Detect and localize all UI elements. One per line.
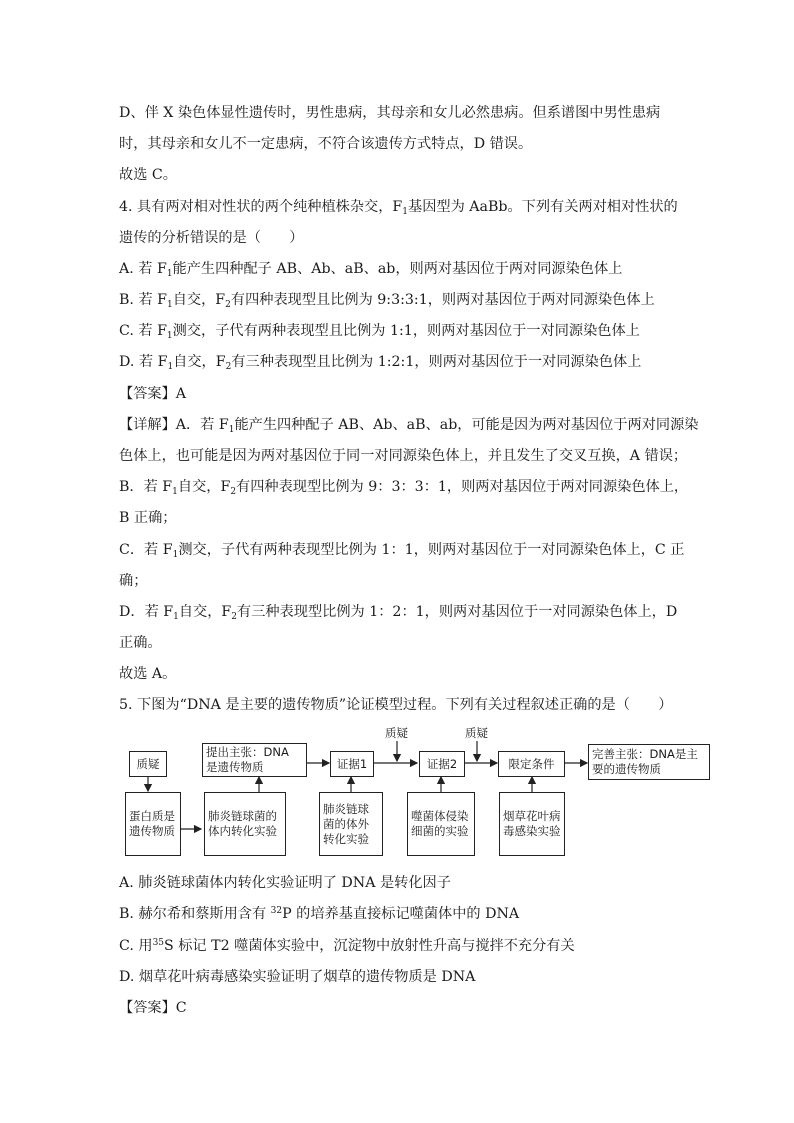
- doubt-label-1: 质疑: [385, 726, 408, 740]
- line-1: D、伴 X 染色体显性遗传时，男性患病，其母亲和女儿必然患病。但系谱图中男性患病: [119, 105, 661, 121]
- q4-detail-c: C．若 $F_1$测交，子代有两种表现型比例为 1：1，则两对基因位于一对同源染色体上，C 正: [119, 542, 685, 560]
- q4-detail-d: D．若 $F_1$自交，$F_2$有三种表现型比例为 1：2：1，则两对基因位于一对同源染色体上，D: [119, 604, 678, 622]
- argument-model-diagram: [119, 727, 719, 867]
- q5-option-d: D. 烟草花叶病毒感染实验证明了烟草的遗传物质是 DNA: [119, 969, 476, 985]
- protein-hypothesis-box: 蛋白质是遗传物质: [125, 792, 181, 856]
- q4-option-d: D. 若 $F_1$自交，$F_2$有三种表现型且比例为 1:2:1，则两对基因位于一对同源染色体上: [119, 354, 642, 372]
- q4-detail-b: B．若 $F_1$自交，$F_2$有四种表现型比例为 9：3：3：1，则两对基因位于两对同源染色体上，: [119, 479, 689, 497]
- claim-box: 提出主张：DNA 是遗传物质: [202, 743, 307, 777]
- line-3: 故选 C。: [119, 167, 177, 183]
- q4-detail-c-2: 确；: [119, 573, 148, 589]
- q5-option-c: C. 用$^{35}$S 标记 T2 噬菌体实验中，沉淀物中放射性升高与搅拌不充分有关: [119, 938, 575, 954]
- limiting-conditions-box: 限定条件: [498, 751, 565, 777]
- q4-detail-d-2: 正确。: [119, 635, 162, 651]
- refined-claim-box: 完善主张：DNA是主要的遗传物质: [588, 744, 710, 780]
- q5-answer: 【答案】C: [119, 1000, 187, 1016]
- doubt-label-2: 质疑: [465, 726, 488, 740]
- q5-option-a: A. 肺炎链球菌体内转化实验证明了 DNA 是转化因子: [119, 875, 451, 891]
- evidence-2-box: 证据2: [419, 751, 465, 777]
- q4-option-c: C. 若 $F_1$测交，子代有两种表现型且比例为 1:1，则两对基因位于一对同源染色体上: [119, 323, 640, 341]
- in-vitro-transformation-box: 肺炎链球菌的体外转化实验: [319, 792, 383, 856]
- phage-infection-box: 噬菌体侵染细菌的实验: [407, 792, 475, 856]
- q5-option-b: B. 赫尔希和蔡斯用含有 $^{32}$P 的培养基直接标记噬菌体中的 DNA: [119, 906, 520, 922]
- q4-detail-2: 色体上，也可能是因为两对基因位于同一对同源染色体上，并且发生了交叉互换，A 错误；: [119, 448, 688, 464]
- question-4-stem-2: 遗传的分析错误的是（ ）: [119, 230, 304, 246]
- q4-conclusion: 故选 A。: [119, 666, 177, 682]
- tmv-infection-box: 烟草花叶病毒感染实验: [499, 792, 565, 856]
- evidence-1-box: 证据1: [330, 751, 374, 777]
- q4-detail-1: 【详解】A．若 $F_1$能产生四种配子 AB、Ab、aB、ab，可能是因为两对基因位于两对同源染: [119, 417, 699, 435]
- question-5-stem: 5. 下图为“DNA 是主要的遗传物质”论证模型过程。下列有关过程叙述正确的是（ ）: [119, 697, 673, 713]
- q4-answer: 【答案】A: [119, 386, 186, 402]
- line-2: 时，其母亲和女儿不一定患病，不符合该遗传方式特点，D 错误。: [119, 136, 533, 152]
- q4-option-a: A. 若 $F_1$能产生四种配子 AB、Ab、aB、ab，则两对基因位于两对同源染色体上: [119, 261, 623, 279]
- question-4-stem: 4. 具有两对相对性状的两个纯种植株杂交，$F_1$基因型为 AaBb。下列有关两对相对性状的: [119, 199, 678, 217]
- doubt-box: 质疑: [129, 751, 167, 777]
- q4-option-b: B. 若 $F_1$自交，$F_2$有四种表现型且比例为 9:3:3:1，则两对基因位于两对同源染色体上: [119, 292, 655, 310]
- q4-detail-b-2: B 正确；: [119, 510, 177, 526]
- in-vivo-transformation-box: 肺炎链球菌的体内转化实验: [204, 792, 286, 856]
